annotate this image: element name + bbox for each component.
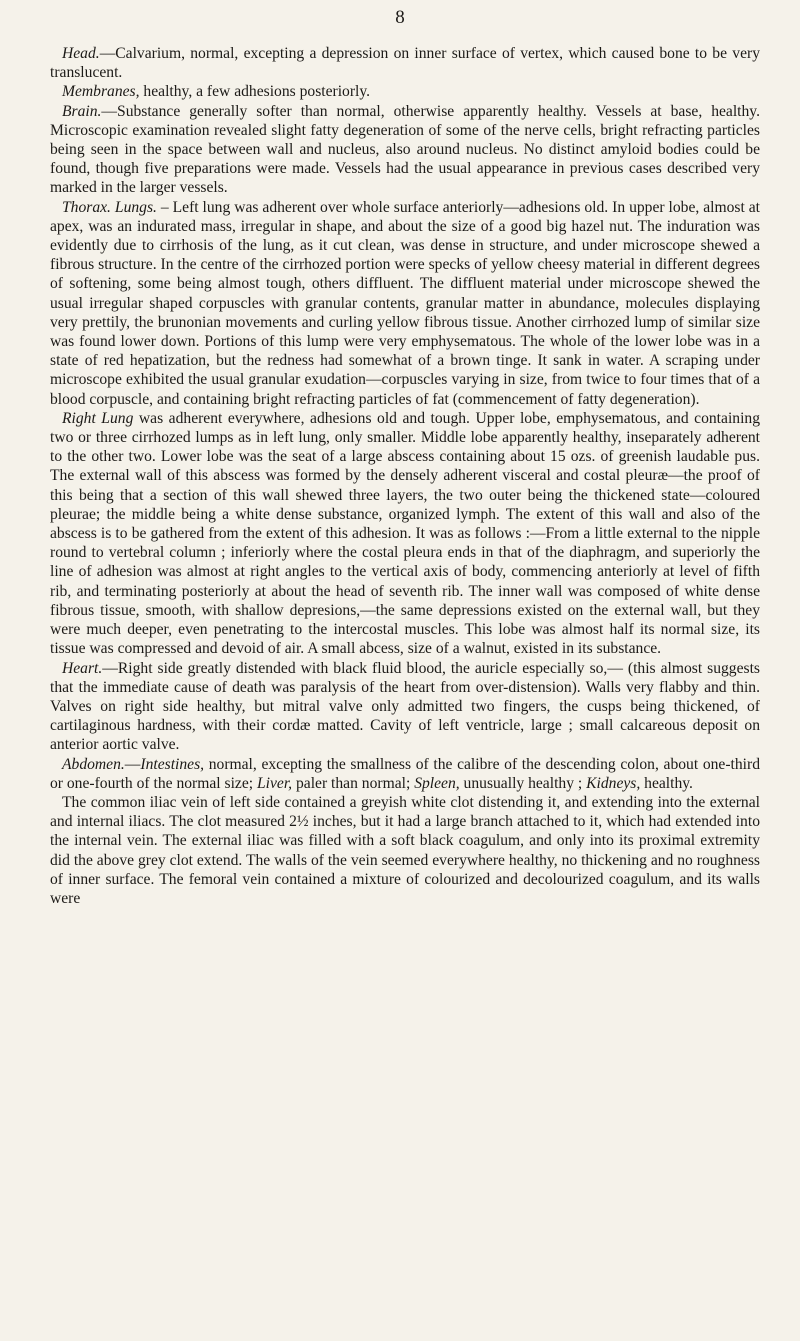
paragraph-text: – Left lung was adherent over whole surface anteriorly—adhesions old. In upper lobe, almost at apex, was an indurated mass, irregular in shape, and about the size of a good big hazel nut. The induration was evidently due to cirrhosis of the lung, as it cut clean, was dense in structure, and under microscope shewed a fibrous structure. In the centre of the cirrhozed portion were specks of yellow cheesy material in different degrees of softening, some being almost tough, others diffluent. The diffluent material under microscope shewed the usual irregular shaped corpuscles with granular contents, granular matter in abundance, molecules displaying very prettily, the brunonian movements and curling yellow fibrous tissue. Another cirrhozed lump of similar size was found lower down. Portions of this lump were very emphysematous. The whole of the lower lobe was in a state of red hepatization, but the redness had somewhat of a brown tinge. It sank in water. A scraping under microscope exhibited the usual granular exudation—corpuscles varying in size, from twice to four times that of a blood corpuscle, and containing bright refracting particles of fat (commencement of fatty degeneration). [50, 198, 760, 408]
section-heading: Right Lung [62, 409, 134, 427]
paragraph-text: —Right side greatly distended with black fluid blood, the auricle especially so,— (this almost suggests that the immediate cause of death was paralysis of the heart from over-distension). Walls very flabby and thin. Valves on right side healthy, but mitral valve only admitted two fingers, the cusps being thickened, of cartilaginous hardness, with their cordæ matted. Cavity of left ventricle, large ; small calcareous deposit on anterior aortic valve. [50, 659, 760, 754]
paragraph-abdomen [50, 755, 760, 793]
paragraph-text: was adherent everywhere, adhesions old and tough. Upper lobe, emphysematous, and containing two or three cirrhozed lumps as in left lung, only smaller. Middle lobe apparently healthy, inseparately adherent to the other two. Lower lobe was the seat of a large abscess containing about 15 ozs. of greenish laudable pus. The external wall of this abscess was formed by the densely adherent visceral and costal pleuræ—the proof of this being that a section of this wall shewed three layers, the two outer being the thickened state—coloured pleurae; the middle being a white dense substance, organized lymph. The extent of this wall and also of the abscess is to be gathered from the extent of this adhesion. It was as follows :—From a little external to the nipple round to vertebral column ; inferiorly where the costal pleura ends in that of the diaphragm, and superiorly the line of adhesion was almost at right angles to the vertical axis of body, commencing anteriorly at level of fifth rib, and terminating posteriorly at about the head of seventh rib. The inner wall was composed of white dense fibrous tissue, smooth, with shallow depresions,—the same depressions existed on the external wall, but they were much deeper, even penetrating to the intercostal muscles. This lobe was almost half its normal size, its tissue was compressed and devoid of air. A small abcess, size of a walnut, existed in its substance. [50, 409, 760, 658]
section-heading: Brain. [62, 102, 102, 120]
paragraph-text: paler than normal; [292, 774, 415, 792]
paragraph-text: —Substance generally softer than normal, otherwise apparently healthy. Vessels at base, healthy. Microscopic examination revealed slight fatty degeneration of some of the nerve cells, bright refracting particles being seen in the space between wall and nucleus, also around nucleus. No distinct amyloid bodies could be found, though five preparations were made. Vessels had the usual appearance in previous cases described very marked in the larger vessels. [50, 102, 760, 197]
paragraph-text: normal, excepting the smallness of the calibre of the descending colon, about one-third or one-fourth of the normal size; [50, 755, 760, 792]
body-text [50, 44, 760, 908]
section-heading: Abdomen. [62, 755, 125, 773]
paragraph-text: unusually healthy ; [459, 774, 587, 792]
paragraph-head [50, 44, 760, 82]
section-heading: Head. [62, 45, 100, 62]
paragraph-brain [50, 102, 760, 198]
section-heading: Intestines, [140, 755, 205, 773]
paragraph-text: healthy, a few adhesions posteriorly. [139, 83, 371, 101]
paragraph-iliac [50, 793, 760, 908]
paragraph-text: — [124, 755, 141, 773]
section-heading: Thorax. Lungs. [62, 198, 157, 216]
section-heading: Liver, [256, 774, 293, 792]
paragraph-text: —Calvarium, normal, excepting a depression on inner surface of vertex, which caused bone to be very translucent. [50, 45, 760, 82]
paragraph-text: The common iliac vein of left side contained a greyish white clot distending it, and extending into the external and internal iliacs. The clot measured 2½ inches, but it had a large branch attached to it, which had extended into the internal vein. The external iliac was filled with a soft black coagulum, and only into its proximal extremity did the above grey clot extend. The walls of the vein seemed everywhere healthy, no thickening and no roughness of inner surface. The femoral vein contained a mixture of colourized and decolourized coagulum, and its walls were [50, 793, 760, 907]
paragraph-heart [50, 659, 760, 755]
section-heading: Kidneys, [586, 774, 641, 792]
section-heading: Heart. [62, 659, 103, 677]
paragraph-membranes [50, 82, 760, 101]
paragraph-text: healthy. [640, 774, 693, 792]
page-number: 8 [395, 7, 405, 28]
paragraph-thorax [50, 198, 760, 409]
section-heading: Membranes, [62, 83, 140, 101]
paragraph-right-lung [50, 409, 760, 659]
section-heading: Spleen, [414, 774, 460, 792]
